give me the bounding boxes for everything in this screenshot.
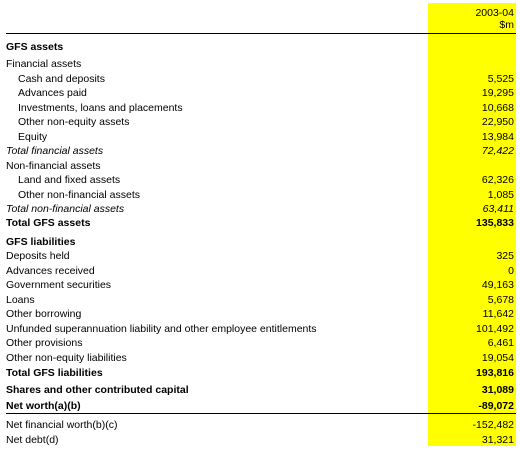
row-value: 31,089 (481, 384, 514, 396)
top-rule (6, 33, 516, 34)
row-label: Unfunded superannuation liability and other employee entitlements (6, 323, 317, 335)
row-label: Net debt(d) (6, 434, 59, 446)
row-label: Deposits held (6, 250, 70, 262)
row-value: 19,295 (481, 87, 514, 99)
row-label: GFS assets (6, 41, 64, 53)
row-label: Shares and other contributed capital (6, 384, 189, 396)
row-value: 6,461 (487, 337, 514, 349)
row-value: 10,668 (481, 102, 514, 114)
row-value: 325 (496, 250, 514, 262)
row-value: 49,163 (481, 279, 514, 291)
row-label: Net worth(a)(b) (6, 400, 81, 412)
table-row (0, 322, 520, 337)
row-value: 72,422 (481, 145, 514, 157)
row-label: Net financial worth(b)(c) (6, 419, 118, 431)
row-label: Total non-financial assets (6, 203, 125, 215)
table-row (0, 433, 520, 448)
table-row (0, 40, 520, 55)
table-row (0, 293, 520, 308)
row-label: Total GFS liabilities (6, 367, 103, 379)
row-label: Advances received (6, 265, 95, 277)
table-row (0, 188, 520, 203)
row-value: 0 (508, 265, 514, 277)
table-row (0, 418, 520, 433)
row-label: Total financial assets (6, 145, 104, 157)
row-value: 19,054 (481, 352, 514, 364)
table-row (0, 264, 520, 279)
row-value: 62,326 (481, 174, 514, 186)
row-label: Other non-equity liabilities (6, 352, 127, 364)
row-label: Government securities (6, 279, 112, 291)
row-label: Cash and deposits (18, 73, 105, 85)
table-row (0, 86, 520, 101)
table-row (0, 144, 520, 159)
row-label: Other non-financial assets (18, 189, 140, 201)
table-row (0, 249, 520, 264)
row-label: Other borrowing (6, 308, 82, 320)
table-row (0, 336, 520, 351)
table-row (0, 130, 520, 145)
row-value: 5,525 (487, 73, 514, 85)
table-row (0, 399, 520, 414)
row-value: 5,678 (487, 294, 514, 306)
table-row (0, 307, 520, 322)
unit-header: $m (499, 19, 514, 31)
table-row (0, 366, 520, 381)
table-row (0, 202, 520, 217)
table-row (0, 235, 520, 250)
row-label: Non-financial assets (6, 160, 101, 172)
row-label: Advances paid (18, 87, 87, 99)
row-value: -89,072 (478, 400, 514, 412)
row-label: Loans (6, 294, 35, 306)
table-row (0, 278, 520, 293)
period-header: 2003-04 (475, 7, 514, 19)
table-row (0, 159, 520, 174)
row-value: 101,492 (476, 323, 514, 335)
row-label: Investments, loans and placements (18, 102, 183, 114)
row-value: 22,950 (481, 116, 514, 128)
row-label: Other non-equity assets (18, 116, 130, 128)
table-row (0, 351, 520, 366)
table-row (0, 72, 520, 87)
row-value: 135,833 (476, 217, 514, 229)
row-label: Financial assets (6, 58, 82, 70)
row-value: 13,984 (481, 131, 514, 143)
net-worth-divider (6, 413, 516, 414)
row-label: Total GFS assets (6, 217, 91, 229)
table-row (0, 173, 520, 188)
table-row (0, 383, 520, 398)
row-value: 11,642 (482, 308, 514, 320)
row-label: Equity (18, 131, 48, 143)
table-row (0, 57, 520, 72)
row-label: GFS liabilities (6, 236, 76, 248)
table-row (0, 101, 520, 116)
table-row (0, 115, 520, 130)
table-row (0, 216, 520, 231)
row-label: Land and fixed assets (18, 174, 121, 186)
row-value: -152,482 (472, 419, 514, 431)
row-value: 1,085 (487, 189, 514, 201)
row-label: Other provisions (6, 337, 83, 349)
row-value: 63,411 (482, 203, 514, 215)
row-value: 193,816 (476, 367, 514, 379)
row-value: 31,321 (481, 434, 514, 446)
